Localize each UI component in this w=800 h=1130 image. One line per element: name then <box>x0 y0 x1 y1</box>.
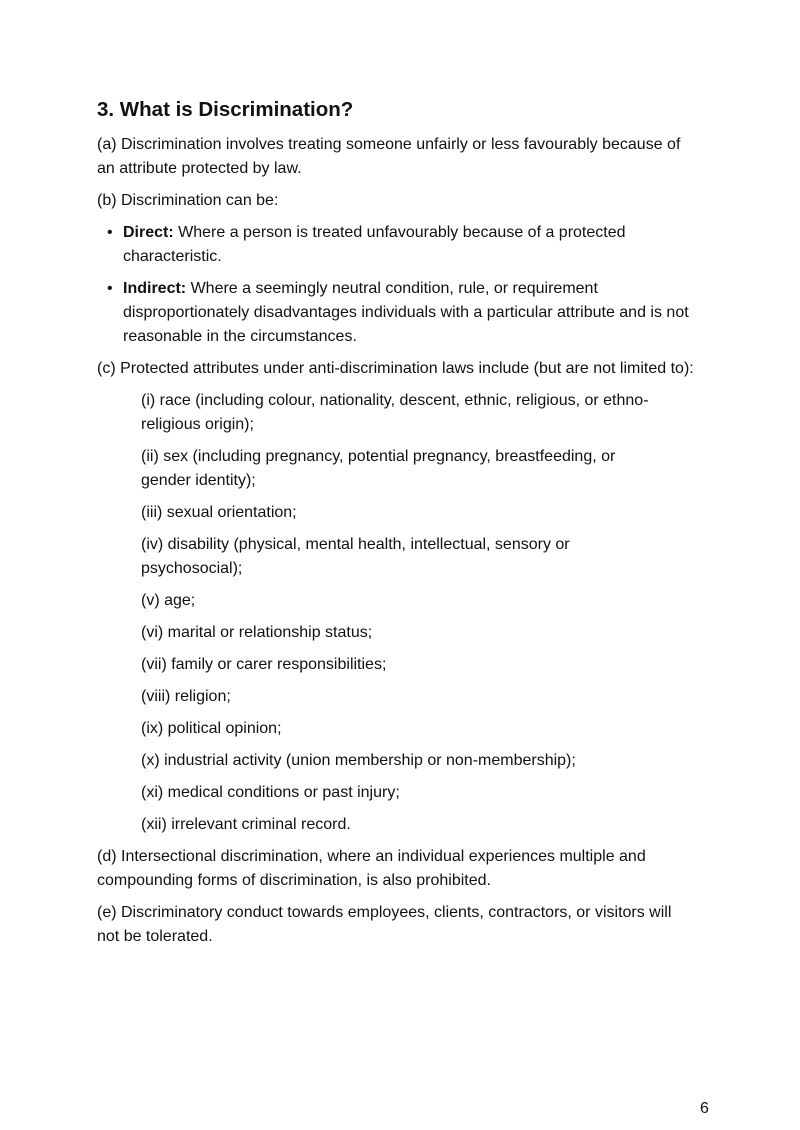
discrimination-types-list <box>97 221 697 349</box>
section-title: 3. What is Discrimination? <box>97 98 354 121</box>
paragraph-d: (d) Intersectional discrimination, where an individual experiences multiple and compounding forms of discrimination, is also prohibited. <box>97 848 646 889</box>
list-item: (ii) sex (including pregnancy, potential pregnancy, breastfeeding, or gender identity); <box>141 448 616 489</box>
paragraph-b: (b) Discrimination can be: <box>97 192 279 209</box>
bullet-text: Where a person is treated unfavourably because of a protected characteristic. <box>123 224 626 265</box>
list-item: (vi) marital or relationship status; <box>141 624 373 641</box>
list-item-direct <box>107 221 697 269</box>
list-item: (iv) disability (physical, mental health, intellectual, sensory or psychosocial); <box>141 536 570 577</box>
list-item: (xii) irrelevant criminal record. <box>141 816 351 833</box>
document-page <box>97 96 697 957</box>
bullet-dot-icon: • <box>107 280 113 297</box>
list-item-indirect <box>107 277 697 349</box>
list-item: (x) industrial activity (union membership or non-membership); <box>141 752 576 769</box>
bullet-dot-icon: • <box>107 224 113 241</box>
list-item: (v) age; <box>141 592 196 609</box>
list-item: (ix) political opinion; <box>141 720 282 737</box>
bullet-term: Indirect: <box>123 280 187 297</box>
paragraph-a: (a) Discrimination involves treating someone unfairly or less favourably because of an attribute protected by law. <box>97 136 681 177</box>
bullet-text: Where a seemingly neutral condition, rule, or requirement disproportionately disadvantages individuals with a particular attribute and is not reasonable in the circumstances. <box>123 280 689 345</box>
list-item: (xi) medical conditions or past injury; <box>141 784 400 801</box>
list-item: (iii) sexual orientation; <box>141 504 297 521</box>
bullet-term: Direct: <box>123 224 174 241</box>
paragraph-c: (c) Protected attributes under anti-discrimination laws include (but are not limited to): <box>97 360 694 377</box>
protected-attributes-list <box>97 389 697 837</box>
list-item: (viii) religion; <box>141 688 231 705</box>
page-number: 6 <box>700 1100 709 1117</box>
list-item: (vii) family or carer responsibilities; <box>141 656 387 673</box>
paragraph-e: (e) Discriminatory conduct towards employees, clients, contractors, or visitors will not be tolerated. <box>97 904 672 945</box>
list-item: (i) race (including colour, nationality, descent, ethnic, religious, or ethno-religious origin); <box>141 392 649 433</box>
